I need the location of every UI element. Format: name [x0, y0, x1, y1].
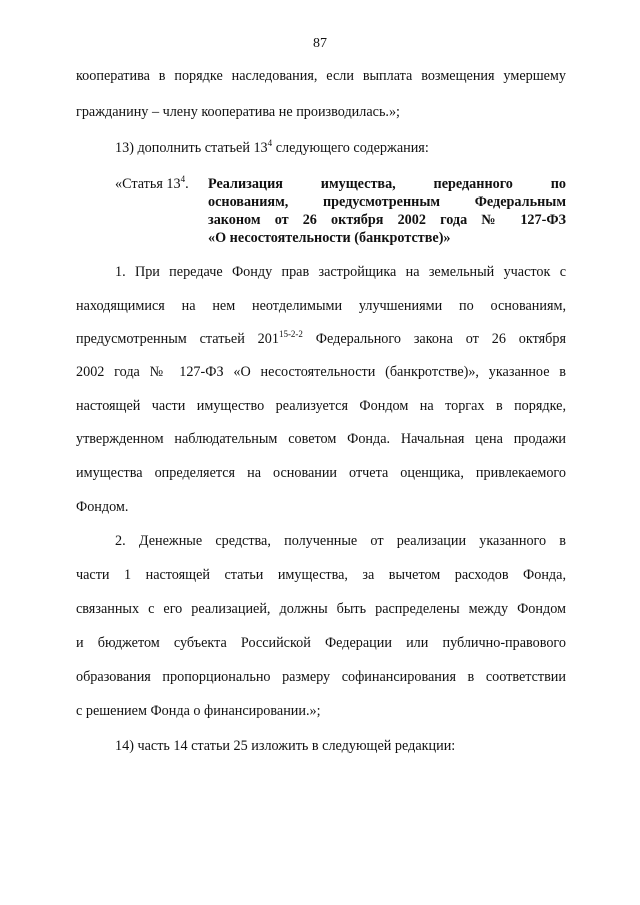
text-line: имущества определяется на основании отчета оценщика, привлекаемого [76, 465, 566, 481]
text-line: связанных с его реализацией, должны быть распределены между Фондом [76, 601, 566, 617]
article-title-line: законом от 26 октября 2002 года № 127-ФЗ [208, 212, 566, 228]
text-span: следующего содержания: [272, 140, 429, 156]
text-span: . [185, 176, 189, 192]
text-line: находящимися на нем неотделимыми улучшениями по основаниям, [76, 298, 566, 314]
text-span: предусмотренным статьей 201 [76, 331, 279, 347]
superscript: 15-2-2 [278, 329, 303, 339]
text-line: утвержденном наблюдательным советом Фонда. Начальная цена продажи [76, 431, 566, 447]
article-label [115, 175, 189, 193]
text-line: гражданину – члену кооператива не производилась.»; [76, 104, 400, 120]
article-title-line: «О несостоятельности (банкротстве)» [208, 230, 451, 246]
text-line: и бюджетом субъекта Российской Федерации или публично-правового [76, 635, 566, 651]
amendment-13-line [115, 139, 566, 157]
amendment-14-line: 14) часть 14 статьи 25 изложить в следующей редакции: [115, 738, 456, 754]
text-line: Фондом. [76, 499, 129, 515]
text-line: с решением Фонда о финансировании.»; [76, 703, 321, 719]
page-number: 87 [313, 36, 327, 51]
text-span: 13) дополнить статьей 13 [115, 140, 268, 156]
article-title-line: основаниям, предусмотренным Федеральным [208, 194, 566, 210]
text-line: образования пропорционально размеру софинансирования в соответствии [76, 669, 566, 685]
article-title-line: Реализация имущества, переданного по [208, 176, 566, 192]
text-line: 2. Денежные средства, полученные от реализации указанного в [115, 533, 566, 549]
text-line: части 1 настоящей статьи имущества, за вычетом расходов Фонда, [76, 567, 566, 583]
text-line: настоящей части имущество реализуется Фондом на торгах в порядке, [76, 398, 566, 414]
text-span: Федерального закона от 26 октября [302, 331, 566, 347]
text-line [76, 330, 566, 348]
text-line: 1. При передаче Фонду прав застройщика на земельный участок с [115, 264, 566, 280]
superscript: 4 [267, 138, 273, 148]
superscript: 4 [180, 174, 186, 184]
text-line: 2002 года № 127-ФЗ «О несостоятельности (банкротстве)», указанное в [76, 364, 566, 380]
text-line: кооператива в порядке наследования, если выплата возмещения умершему [76, 68, 566, 84]
text-span: «Статья 13 [115, 176, 181, 192]
